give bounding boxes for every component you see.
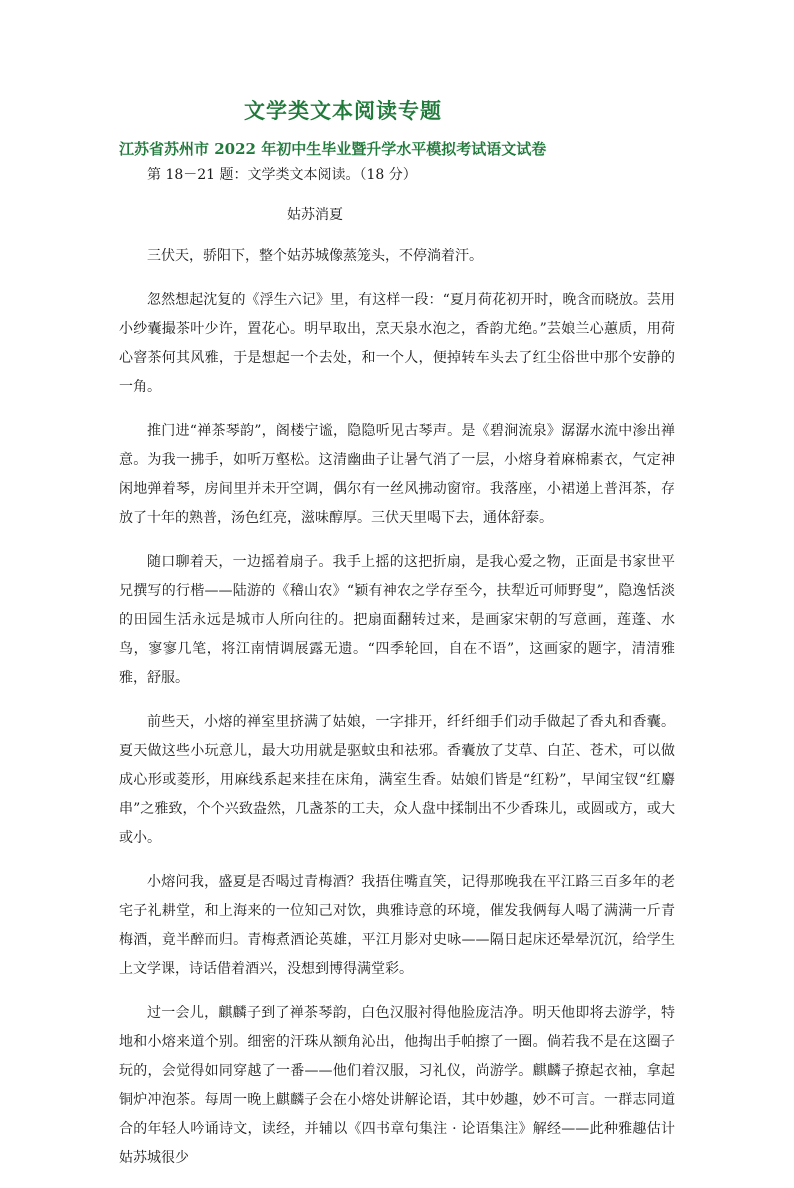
- question-heading: 第 18－21 题：文学类文本阅读。（18 分）: [147, 167, 417, 183]
- document-title: 文学类文本阅读专题: [244, 98, 442, 123]
- paragraph: 三伏天，骄阳下，整个姑苏城像蒸笼头，不停淌着汗。: [147, 248, 483, 264]
- essay-body: [119, 242, 675, 1188]
- paragraph: 忽然想起沈复的《浮生六记》里，有这样一段：“夏月荷花初开时，晚含而晓放。芸用小纱囊撮茶叶少许，置花心。明早取出，烹天泉水泡之，香韵尤绝。”芸娘兰心蕙质，用荷心窨茶何其风雅，于是想起一个去处，和一个人，便掉转车头去了红尘俗世中那个安静的一角。: [119, 292, 675, 395]
- paragraph: 推门进“禅茶琴韵”，阁楼宁谧，隐隐听见古琴声。是《碧涧流泉》潺潺水流中渗出禅意。为我一拂手，如听万壑松。这清幽曲子让暑气消了一层，小熔身着麻棉素衣，气定神闲地弹着琴，房间里并未开空调，偶尔有一丝风拂动窗帘。我落座，小裙递上普洱茶，存放了十年的熟普，汤色红亮，滋味醇厚。三伏天里喝下去，通体舒泰。: [119, 423, 675, 526]
- paragraph: 过一会儿，麒麟子到了禅茶琴韵，白色汉服衬得他脸庞洁净。明天他即将去游学，特地和小熔来道个别。细密的汗珠从额角沁出，他掏出手帕擦了一圈。倘若我不是在这圈子玩的，会觉得如同穿越了一番——他们着汉服，习礼仪，尚游学。麒麟子撩起衣袖，拿起铜炉冲泡茶。每周一晚上麒麟子会在小熔处讲解论语，其中妙趣，妙不可言。一群志同道合的年轻人吟诵诗文，读经，并辅以《四书章句集注 · 论语集注》解经——此种雅趣估计姑苏城很少: [119, 1005, 675, 1166]
- paragraph: 随口聊着天，一边摇着扇子。我手上摇的这把折扇，是我心爱之物，正面是书家世平兄撰写的行楷——陆游的《稽山农》“颖有神农之学存至今，扶犁近可师野叟”，隐逸恬淡的田园生活永远是城市人所向往的。把扇面翻转过来，是画家宋朝的写意画，莲蓬、水鸟，寥寥几笔，将江南情调展露无遗。“四季轮回，自在不语”，这画家的题字，清清雅雅，舒服。: [119, 554, 675, 686]
- essay-title: 姑苏消夏: [287, 207, 343, 223]
- paragraph: 前些天，小熔的禅室里挤满了姑娘，一字排开，纤纤细手们动手做起了香丸和香囊。夏天做这些小玩意儿，最大功用就是驱蚊虫和祛邪。香囊放了艾草、白芷、苍术，可以做成心形或菱形，用麻线系起来挂在床角，满室生香。姑娘们皆是“红粉”，早闻宝钗“红麝串”之雅致，个个兴致盎然，几盏茶的工夫，众人盘中揉制出不少香珠儿，或圆或方，或大或小。: [119, 714, 675, 846]
- exam-subtitle: 江苏省苏州市 2022 年初中生毕业暨升学水平模拟考试语文试卷: [119, 140, 547, 158]
- paragraph: 小熔问我，盛夏是否喝过青梅酒？我捂住嘴直笑，记得那晚我在平江路三百多年的老宅子礼耕堂，和上海来的一位知己对饮，典雅诗意的环境，催发我俩每人喝了满满一斤青梅酒，竟半醉而归。青梅煮酒论英雄，平江月影对史咏——隔日起床还晕晕沉沉，给学生上文学课，诗话借着酒兴，没想到博得满堂彩。: [119, 874, 675, 977]
